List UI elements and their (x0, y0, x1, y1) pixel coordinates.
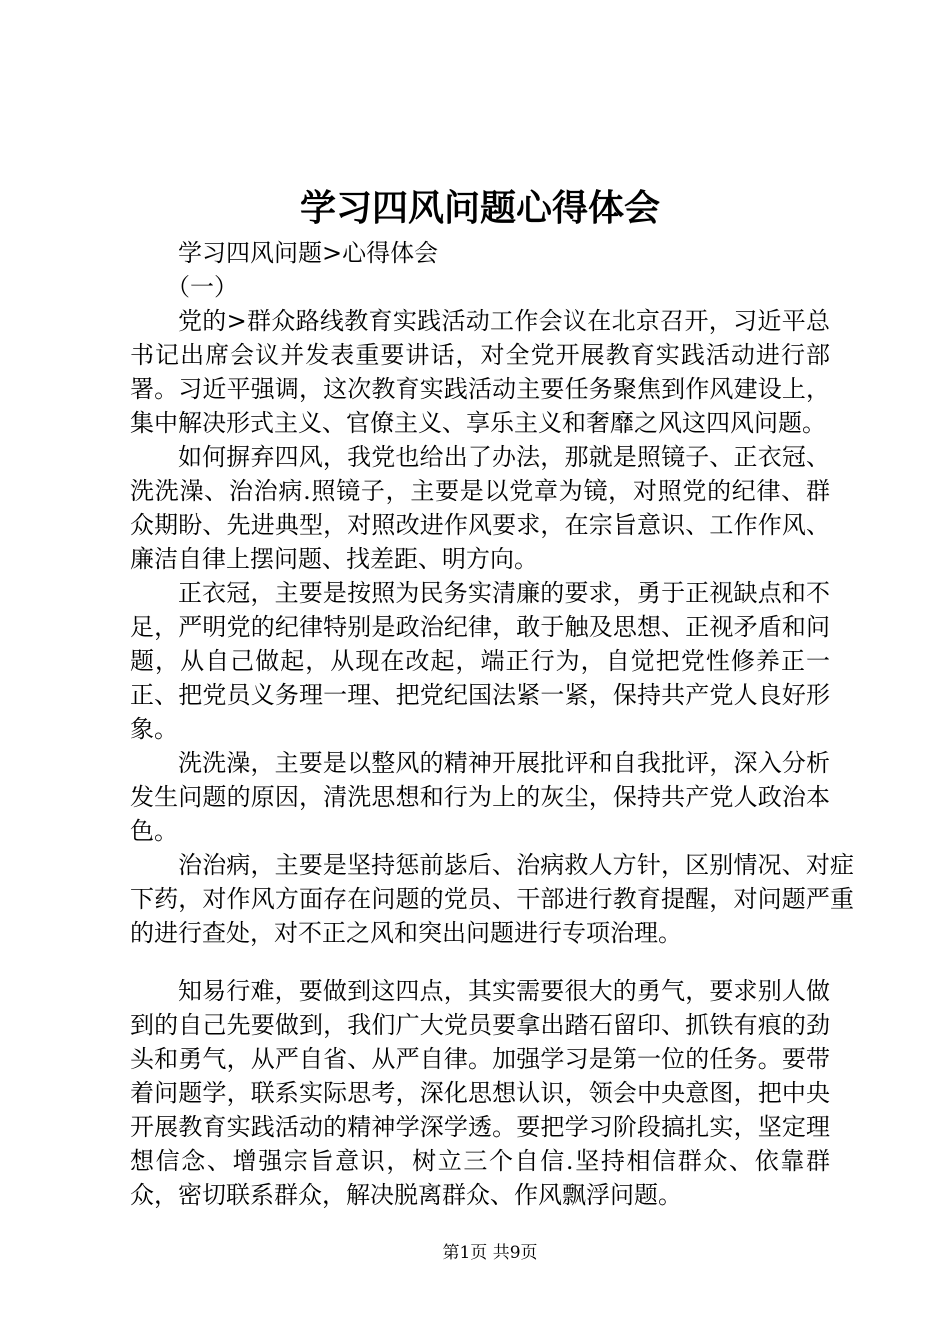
paragraph-spacer (130, 950, 830, 974)
document-subtitle: 学习四风问题>心得体会 (178, 239, 439, 267)
paragraph: 党的>群众路线教育实践活动工作会议在北京召开，习近平总书记出席会议并发表重要讲话，对全党开展教育实践活动进行部署。习近平强调，这次教育实践活动主要任务聚焦到作风建设上，集中解决形式主义、官僚主义、享乐主义和奢靡之风这四风问题。 (130, 307, 830, 437)
page-footer: 第1页 共9页 (442, 1243, 538, 1263)
paragraph: 洗洗澡，主要是以整风的精神开展批评和自我批评，深入分析发生问题的原因，清洗思想和行为上的灰尘，保持共产党人政治本色。 (130, 749, 830, 845)
paragraph: 如何摒弃四风，我党也给出了办法，那就是照镜子、正衣冠、洗洗澡、治治病.照镜子，主要是以党章为镜，对照党的纪律、群众期盼、先进典型，对照改进作风要求，在宗旨意识、工作作风、廉洁自律上摆问题、找差距、明方向。 (130, 443, 830, 573)
paragraph: 治治病，主要是坚持惩前毖后、治病救人方针，区别情况、对症下药，对作风方面存在问题的党员、干部进行教育提醒，对问题严重的进行查处，对不正之风和突出问题进行专项治理。 (130, 851, 854, 947)
document-body (130, 236, 854, 1212)
paragraph: 正衣冠，主要是按照为民务实清廉的要求，勇于正视缺点和不足，严明党的纪律特别是政治纪律，敢于触及思想、正视矛盾和问题，从自己做起，从现在改起，端正行为，自觉把党性修养正一正、把党员义务理一理、把党纪国法紧一紧，保持共产党人良好形象。 (130, 579, 830, 743)
document-title: 学习四风问题心得体会 (299, 187, 660, 229)
paragraph: 知易行难，要做到这四点，其实需要很大的勇气，要求别人做到的自己先要做到，我们广大党员要拿出踏石留印、抓铁有痕的劲头和勇气，从严自省、从严自律。加强学习是第一位的任务。要带着问题学，联系实际思考，深化思想认识，领会中央意图，把中央开展教育实践活动的精神学深学透。要把学习阶段搞扎实，坚定理想信念、增强宗旨意识，树立三个自信.坚持相信群众、依靠群众，密切联系群众，解决脱离群众、作风飘浮问题。 (130, 977, 830, 1209)
section-marker: （一） (166, 273, 238, 301)
